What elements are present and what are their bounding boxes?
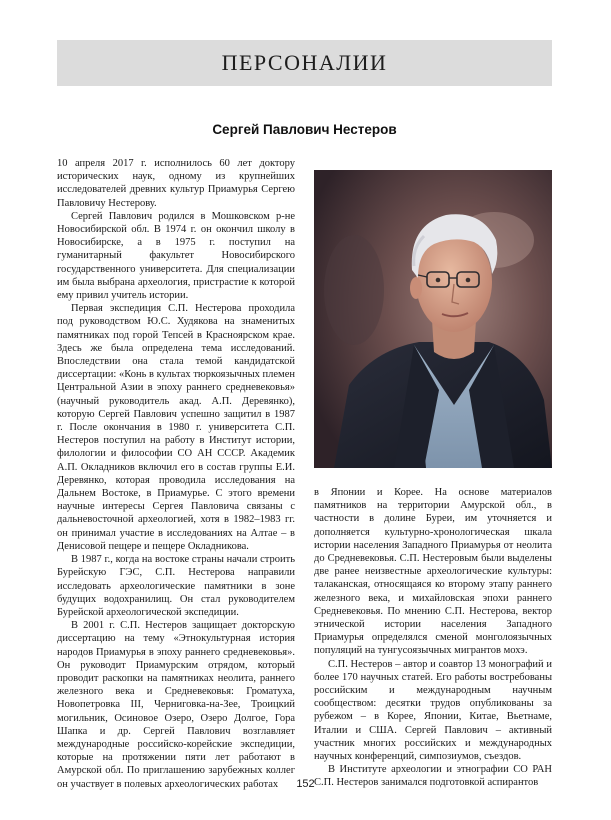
page-number: 152 — [296, 778, 315, 790]
paragraph-doctoral-thesis: В 2001 г. С.П. Нестеров защищает докторскую диссертацию на тему «Этнокультурная история народов Приамурья в эпоху раннего средневековья». Он руководит Приамурским отрядом, который проводит раскопки на памятниках неолита, раннего железного века и Средневековья: Громатуха, Новопетровка III, Черниговка-на-Зее, Троицкий могильник, Осиновое Озеро, Озеро Долгое, Гора Шапка и др. Сергей Павлович возглавляет международные российско-корейские экспедиции, которые на протяжении пяти лет работают в Амурской обл. По приглашению зарубежных коллег он участвует в полевых археологических работах — [57, 620, 295, 790]
paragraph-biography: Сергей Павлович родился в Мошковском р-не Новосибирской обл. В 1974 г. он окончил школу в Новосибирске, а в 1975 г. поступил на гуманитарный факультет Новосибирского государственного университета. Для специализации им была выбрана археология, пристрастие к которой ему привил учитель истории. — [57, 210, 295, 302]
portrait-photo — [314, 170, 552, 468]
paragraph-publications: С.П. Нестеров – автор и соавтор 13 монографий и более 170 научных статей. Его работы востребованы российским и международным научным сообществом: десятки трудов опубликованы за рубежом – в Корее, Японии, Китае, Вьетнаме, Италии и США. Сергей Павлович – активный участник многих российских и международных научных конференций, симпозиумов, съездов. — [314, 658, 552, 763]
paragraph-institute: В Институте археологии и этнографии СО РАН С.П. Нестеров занимался подготовкой аспирантов — [314, 764, 552, 789]
right-text-column — [314, 486, 552, 790]
article-title: Сергей Павлович Нестеров — [212, 122, 397, 137]
paragraph-first-expedition: Первая экспедиция С.П. Нестерова проходила под руководством Ю.С. Худякова на знаменитых памятниках под горой Тепсей в Красноярском крае. Здесь же была определена тема исследований. Впоследствии она стала темой кандидатской диссертации: «Конь в культах тюркоязычных племен Центральной Азии в эпоху раннего средневековья» (научный руководитель акад. А.П. Деревянко), которую Сергей Павлович успешно защитил в 1987 г. После окончания в 1980 г. университета С.П. Нестеров поступил на работу в Институт истории, филологии и философии СО АН СССР. Академик А.П. Окладников включил его в состав группы Е.И. Деревянко, которая проводила исследования на Дальнем Востоке, в Приамурье. С этого времени научные интересы Сергея Павловича связаны с дальневосточной археологией, хотя в 1982–1983 гг. он принимал участие в исследованиях на Алтае – в Денисовой пещере и пещере Окладникова. — [57, 303, 295, 552]
portrait-photo-image — [314, 170, 552, 468]
paragraph-intro: 10 апреля 2017 г. исполнилось 60 лет доктору исторических наук, одному из крупнейших исследователей древних культур Приамурья Сергею Павловичу Нестерову. — [57, 158, 295, 209]
section-title: ПЕРСОНАЛИИ — [221, 50, 388, 75]
left-text-column — [57, 157, 295, 791]
section-header-band — [57, 40, 552, 86]
paragraph-bureya-expedition: В 1987 г., когда на востоке страны начали строить Бурейскую ГЭС, С.П. Нестерова направили исследовать археологические памятники в зоне будущих водохранилищ. Он стал руководителем Бурейской археологической экспедиции. — [57, 554, 295, 618]
paragraph-continuation: в Японии и Корее. На основе материалов памятников на территории Амурской обл., в частности в долине Буреи, им уточняется и дополняется культурно-хронологическая шкала истории населения Западного Приамурья от неолита до Средневековья. С.П. Нестеровым были выделены две ранее неизвестные археологические культуры: талаканская, относящаяся ко второму этапу раннего железного века, и михайловская эпохи раннего Средневековья. По мнению С.П. Нестерова, вектор этнической истории населения Западного Приамурья определялся сменой монголоязычных популяций на тунгусоязычных мигрантов мохэ. — [314, 487, 552, 657]
